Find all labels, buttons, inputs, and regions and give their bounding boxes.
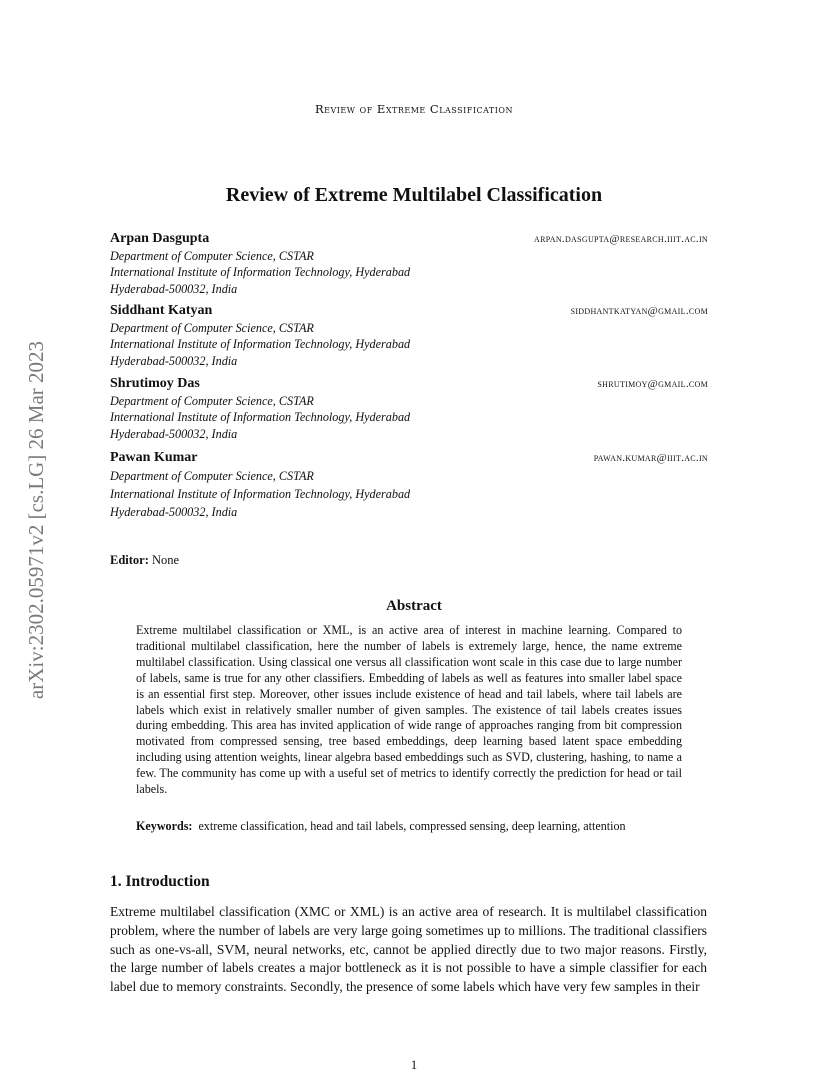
author-block bbox=[110, 376, 708, 442]
author-institute: International Institute of Information Technology, Hyderabad bbox=[110, 410, 411, 425]
editor-value: None bbox=[152, 553, 180, 567]
keywords-label: Keywords: bbox=[136, 819, 193, 833]
abstract-text: Extreme multilabel classification or XML, is an active area of interest in machine learning. Compared to traditional multilabel classification, here the number of labels is extremely large, hence, the name extreme multilabel classification. Using classical one versus all classification wont scale in this case due to large number of labels, same is true for any other classifiers. Embedding of labels as well as features into smaller label space is an essential first step. Moreover, other issues include existence of head and tail labels, where tail labels are labels which exist in relatively smaller number of given samples. The existence of tail labels creates issues during embedding. This area has invited application of wide range of approaches ranging from bit compression motivated from compressed sensing, tree based embeddings, deep learning based latent space embedding including using attention weights, linear algebra based embeddings such as SVD, clustering, hashing, to name a few. The community has come up with a useful set of metrics to identify correctly the prediction for head or tail labels. bbox=[136, 623, 682, 797]
author-name: Arpan Dasgupta bbox=[110, 231, 210, 246]
author-institute: International Institute of Information Technology, Hyderabad bbox=[110, 337, 411, 352]
author-department: Department of Computer Science, CSTAR bbox=[110, 249, 314, 263]
author-email: arpan.dasgupta@research.iiit.ac.in bbox=[534, 233, 708, 245]
author-block bbox=[110, 231, 708, 297]
author-address: Hyderabad-500032, India bbox=[110, 426, 238, 441]
author-email: pawan.kumar@iiit.ac.in bbox=[593, 452, 708, 464]
keywords-line bbox=[136, 819, 682, 835]
editor-label: Editor: bbox=[110, 553, 149, 567]
author-address: Hyderabad-500032, India bbox=[110, 281, 238, 296]
author-name: Shrutimoy Das bbox=[110, 376, 200, 391]
author-institute: International Institute of Information Technology, Hyderabad bbox=[110, 265, 411, 280]
paper-title: Review of Extreme Multilabel Classification bbox=[225, 184, 603, 206]
abstract-heading: Abstract bbox=[386, 598, 442, 614]
author-email: shrutimoy@gmail.com bbox=[597, 378, 708, 390]
arxiv-stamp: arXiv:2302.05971v2 [cs.LG] 26 Mar 2023 bbox=[24, 340, 48, 700]
introduction-text: Extreme multilabel classification (XMC or XML) is an active area of research. It is multilabel classification problem, where the number of labels are very large going sometimes up to millions. The traditional classifiers such as one-vs-all, SVM, neural networks, etc, cannot be applied directly due to two major reasons. Firstly, the large number of labels creates a major bottleneck as it is not possible to have a simple classifier for each label due to memory constraints. Secondly, the presence of some labels which have very few samples in their bbox=[110, 904, 707, 995]
author-address: Hyderabad-500032, India bbox=[110, 505, 238, 519]
author-block bbox=[110, 303, 708, 369]
author-block bbox=[110, 450, 708, 521]
author-name: Pawan Kumar bbox=[110, 450, 198, 465]
page-number: 1 bbox=[410, 1058, 418, 1072]
author-email: siddhantkatyan@gmail.com bbox=[570, 305, 708, 317]
running-head: Review of Extreme Classification bbox=[315, 102, 513, 116]
author-department: Department of Computer Science, CSTAR bbox=[110, 469, 314, 483]
author-address: Hyderabad-500032, India bbox=[110, 353, 238, 368]
author-name: Siddhant Katyan bbox=[110, 303, 213, 318]
author-institute: International Institute of Information Technology, Hyderabad bbox=[110, 487, 411, 501]
section-heading: 1. Introduction bbox=[110, 873, 210, 890]
author-department: Department of Computer Science, CSTAR bbox=[110, 321, 314, 335]
editor-line bbox=[110, 553, 179, 568]
keywords-text: extreme classification, head and tail labels, compressed sensing, deep learning, attention bbox=[198, 819, 626, 833]
author-department: Department of Computer Science, CSTAR bbox=[110, 394, 314, 408]
